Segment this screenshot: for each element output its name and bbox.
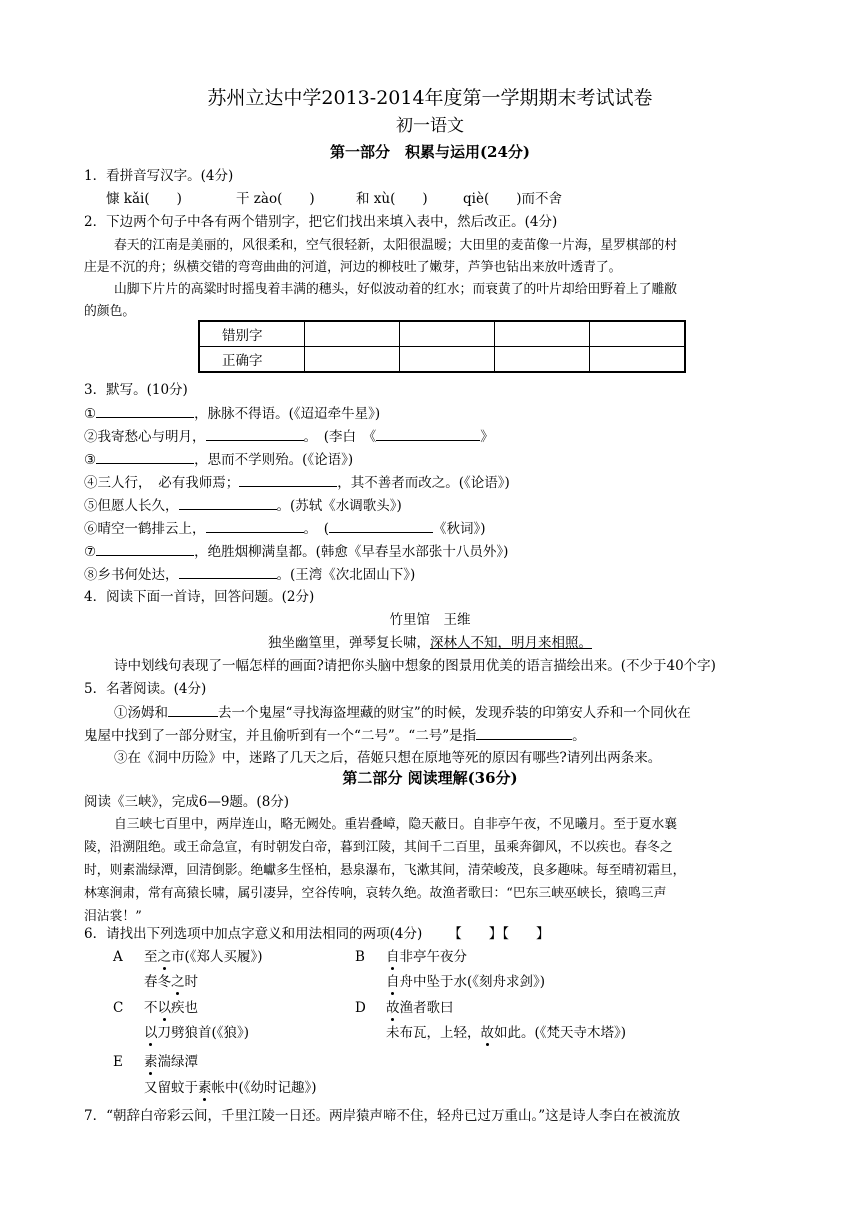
option-b-label: B <box>355 949 365 965</box>
q3-prompt: 3．默写。(10分) <box>84 382 188 398</box>
answer-cell[interactable] <box>590 347 686 373</box>
option-b-line-1: 自非亭午夜分 <box>386 949 467 965</box>
option-e-line-1: 素湍绿潭 <box>144 1054 198 1070</box>
q3-line-8 <box>84 564 415 585</box>
q5-line-1 <box>114 702 691 723</box>
text: ，脉脉不得语。(《迢迢牵牛星》) <box>194 406 381 422</box>
q3-line-1 <box>84 403 380 424</box>
fill-blank[interactable] <box>96 449 194 464</box>
answer-cell[interactable] <box>305 321 400 347</box>
text: 。 ( <box>303 521 330 537</box>
answer-cell[interactable] <box>400 321 495 347</box>
q4-question: 诗中划线句表现了一幅怎样的画面?请把你头脑中想象的图景用优美的语言描绘出来。(不少于40个字) <box>114 658 716 674</box>
q1-item-3: 和 xù( ) <box>356 191 428 207</box>
q2-prompt: 2．下边两个句子中各有两个错别字，把它们找出来填入表中，然后改正。(4分) <box>84 214 558 230</box>
q3-line-2 <box>84 426 494 447</box>
q5-line-2 <box>84 725 586 746</box>
text: 《秋词》) <box>433 521 486 537</box>
q5-line-3: ③在《洞中历险》中，迷路了几天之后，蓓姬只想在原地等死的原因有哪些?请列出两条来。 <box>114 750 662 766</box>
option-c-line-1: 不以疾也 <box>144 1000 198 1016</box>
fill-blank[interactable] <box>376 426 480 441</box>
q2-passage-1a: 春天的江南是美丽的，风很柔和，空气很轻新，太阳很温暧；大田里的麦苗像一片海，星罗棋部的村 <box>114 238 678 253</box>
sanxia-line-3: 时，则素湍绿潭，回清倒影。绝巘多生怪柏，悬泉瀑布，飞漱其间，清荣峻茂，良多趣味。每至晴初霜旦， <box>84 863 686 878</box>
q3-line-5 <box>84 495 402 516</box>
fill-blank[interactable] <box>239 472 337 487</box>
sanxia-line-5: 泪沾裳！” <box>84 909 142 924</box>
table-row <box>199 347 685 373</box>
q3-line-7 <box>84 541 508 562</box>
q2-passage-2b: 的颜色。 <box>84 304 136 319</box>
fill-blank[interactable] <box>179 564 277 579</box>
q3-line-6 <box>84 518 486 539</box>
text: ①汤姆和 <box>114 705 168 721</box>
q7-prompt: 7．“朝辞白帝彩云间，千里江陵一日还。两岸猿声啼不住，轻舟已过万重山。”这是诗人李白在被流放 <box>84 1108 681 1124</box>
answer-cell[interactable] <box>400 347 495 373</box>
fill-blank[interactable] <box>96 403 194 418</box>
correction-table <box>198 320 686 373</box>
poem-text <box>0 633 860 653</box>
text: 去一个鬼屋“寻找海盗埋藏的财宝”的时候，发现乔装的印第安人乔和一个同伙在 <box>218 705 691 721</box>
part2-heading: 第二部分 阅读理解(36分) <box>342 769 518 787</box>
text: 。(王湾《次北固山下》) <box>276 567 416 583</box>
option-e-line-2: 又留蚊于素帐中(《幼时记趣》) <box>144 1080 317 1096</box>
answer-cell[interactable] <box>590 321 686 347</box>
poem-title: 竹里馆 王维 <box>389 612 471 628</box>
option-a-line-1: 至之市(《郑人买履》) <box>144 949 263 965</box>
q6-prompt <box>84 924 549 944</box>
q5-prompt: 5．名著阅读。(4分) <box>84 681 207 697</box>
text: ，绝胜烟柳满皇都。(韩愈《早春呈水部张十八员外》) <box>194 544 509 560</box>
exam-title: 苏州立达中学2013-2014年度第一学期期末考试试卷 <box>207 87 653 109</box>
q3-line-4 <box>84 472 510 493</box>
sanxia-line-1: 自三峡七百里中，两岸连山，略无阙处。重岩叠嶂，隐天蔽日。自非亭午夜，不见曦月。至于夏水襄 <box>114 817 678 832</box>
fill-blank[interactable] <box>476 725 572 740</box>
text: 6．请找出下列选项中加点字意义和用法相同的两项(4分) <box>84 926 423 942</box>
text: 。(苏轼《水调歌头》) <box>276 498 402 514</box>
option-b-line-2: 自舟中坠于水(《刻舟求剑》) <box>386 974 546 990</box>
q3-line-3 <box>84 449 353 470</box>
option-d-line-1: 故渔者歌曰 <box>386 1000 454 1016</box>
q1-item-1: 慷 kǎi( ) <box>106 191 182 207</box>
text: ②我寄愁心与明月， <box>84 429 206 445</box>
option-a-label: A <box>113 949 123 965</box>
option-d-line-2: 未布瓦，上轻，故如此。(《梵天寺木塔》) <box>386 1025 627 1041</box>
answer-cell[interactable] <box>305 347 400 373</box>
option-a-line-2: 春冬之时 <box>144 974 198 990</box>
q4-prompt: 4．阅读下面一首诗，回答问题。(2分) <box>84 589 315 605</box>
text: 》 <box>480 429 494 445</box>
poem-line-2-underlined: 深林人不知，明月来相照。 <box>430 635 592 651</box>
answer-cell[interactable] <box>495 347 590 373</box>
fill-blank[interactable] <box>96 541 194 556</box>
table-row <box>199 321 685 347</box>
exam-subject: 初一语文 <box>396 116 464 136</box>
sanxia-line-4: 林寒涧肃，常有高猿长啸，属引凄异，空谷传响，哀转久绝。故渔者歌曰：“巴东三峡巫峡长，猿鸣三声 <box>84 886 667 901</box>
option-e-label: E <box>113 1054 123 1070</box>
text: ⑧乡书何处达， <box>84 567 179 583</box>
fill-blank[interactable] <box>329 518 433 533</box>
text: 。 <box>572 728 586 744</box>
sanxia-line-2: 陵，沿溯阻绝。或王命急宣，有时朝发白帝，暮到江陵，其间千二百里，虽乘奔御风，不以疾也。春冬之 <box>84 840 673 855</box>
q1-item-2: 干 zào( ) <box>236 191 315 207</box>
fill-blank[interactable] <box>168 702 218 717</box>
fill-blank[interactable] <box>206 518 304 533</box>
q1-prompt: 1．看拼音写汉字。(4分) <box>84 168 234 184</box>
fill-blank[interactable] <box>206 426 304 441</box>
fill-blank[interactable] <box>179 495 277 510</box>
poem-line-1: 独坐幽篁里，弹琴复长啸， <box>268 635 430 651</box>
row-label-wrong: 错别字 <box>199 321 305 347</box>
reading-intro: 阅读《三峡》，完成6—9题。(8分) <box>84 794 290 810</box>
option-c-line-2: 以刀劈狼首(《狼》) <box>144 1025 250 1041</box>
part1-heading: 第一部分 积累与运用(24分) <box>329 143 531 161</box>
q2-passage-2a: 山脚下片片的高粱时时摇曳着丰满的穗头，好似波动着的红水；而衰黄了的叶片却给田野着上了雕敝 <box>114 282 678 297</box>
marker: ① <box>84 406 97 422</box>
marker: ⑦ <box>84 544 97 560</box>
text: ，思而不学则殆。(《论语》) <box>194 452 354 468</box>
answer-cell[interactable] <box>495 321 590 347</box>
text: ⑥晴空一鹤排云上， <box>84 521 206 537</box>
text: ④三人行， 必有我师焉； <box>84 475 240 491</box>
answer-brackets[interactable]: 【 】【 】 <box>448 926 550 942</box>
text: ⑤但愿人长久， <box>84 498 179 514</box>
option-d-label: D <box>355 1000 366 1016</box>
q1-item-4: qiè( )而不舍 <box>463 191 562 207</box>
marker: ③ <box>84 452 97 468</box>
text: 鬼屋中找到了一部分财宝，并且偷听到有一个“二号”。“二号”是指 <box>84 728 477 744</box>
text: ，其不善者而改之。(《论语》) <box>337 475 510 491</box>
text: 。 (李白 《 <box>303 429 377 445</box>
row-label-correct: 正确字 <box>199 347 305 373</box>
q2-passage-1b: 庄是不沉的舟；纵横交错的弯弯曲曲的河道，河边的柳枝吐了嫩芽，芦笋也钻出来放叶透青了。 <box>84 260 622 275</box>
option-c-label: C <box>113 1000 124 1016</box>
